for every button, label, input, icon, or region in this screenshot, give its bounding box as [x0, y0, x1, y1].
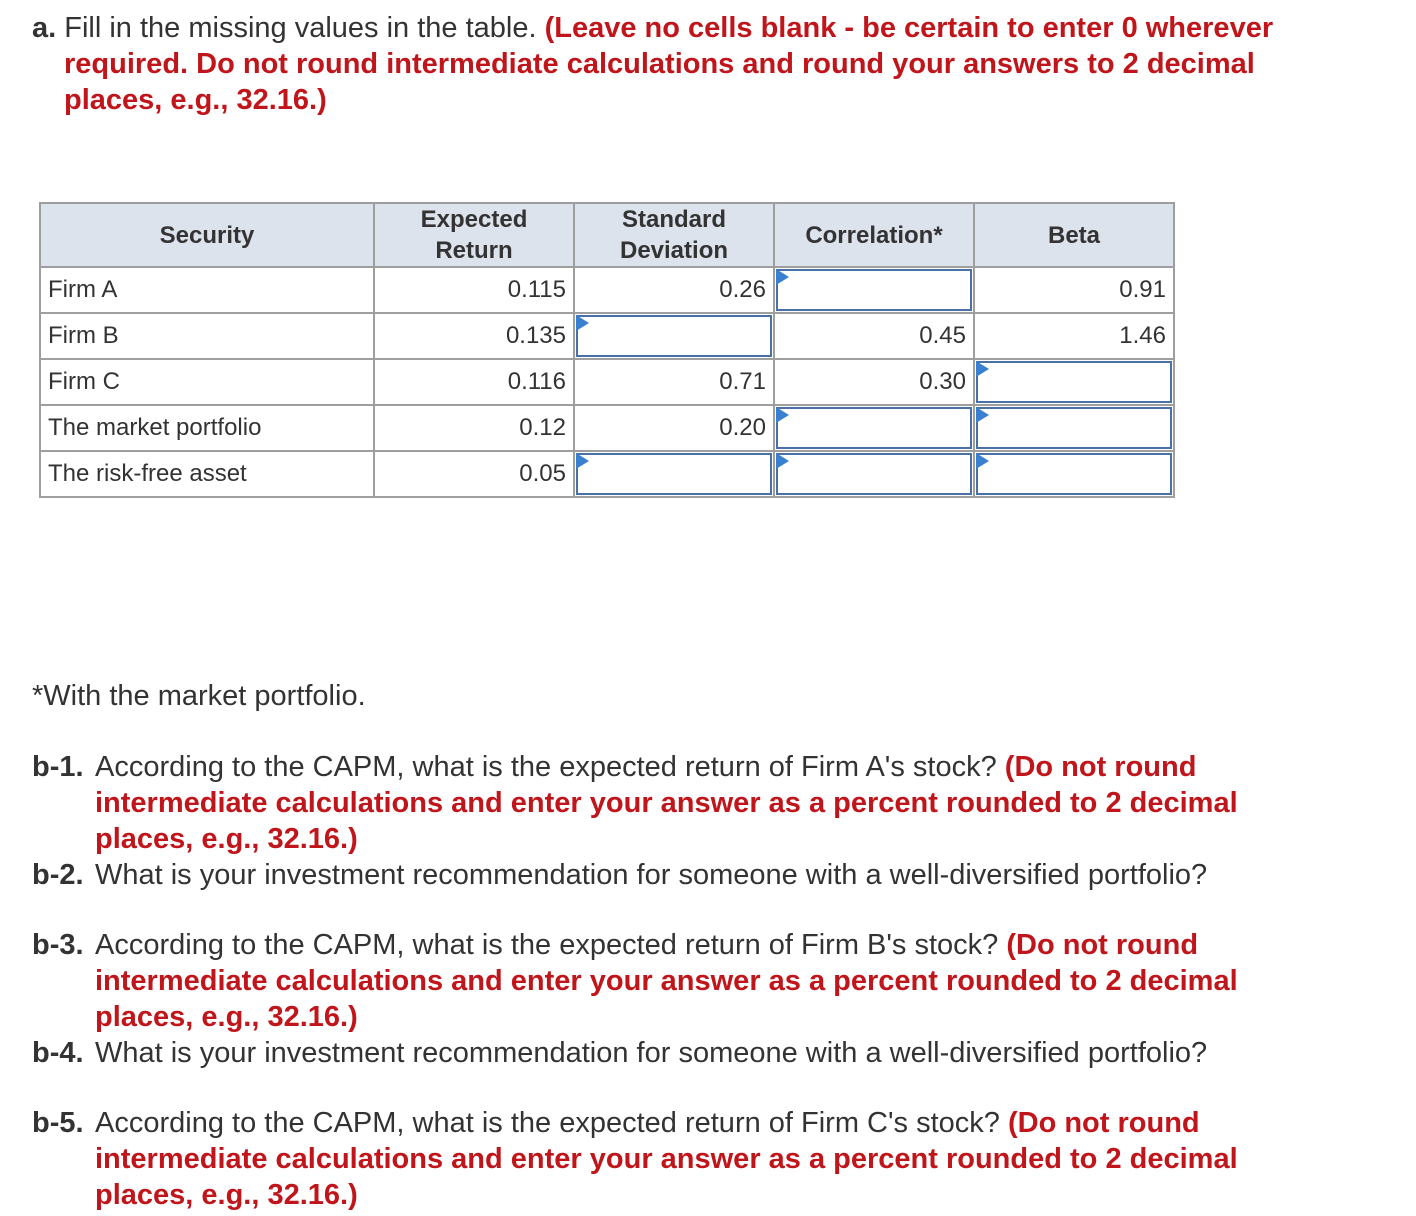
table-row — [40, 451, 1174, 497]
question-label: b-3. — [32, 929, 84, 961]
question-instruction: (Do not round intermediate calculations and enter your answer as a percent rounded to 2 decimal places, e.g., 32.16.) — [95, 1107, 1238, 1211]
beta-input[interactable] — [974, 405, 1174, 451]
input-flag-icon — [576, 453, 589, 469]
expected-return-cell: 0.12 — [374, 405, 574, 451]
table-row — [40, 267, 1174, 313]
expected-return-cell: 0.05 — [374, 451, 574, 497]
part-a-instruction: (Leave no cells blank - be certain to enter 0 wherever required. Do not round intermediate calculations and round your answers to 2 decimal places, e.g., 32.16.) — [64, 12, 1274, 116]
beta-input[interactable] — [974, 359, 1174, 405]
question-label: b-4. — [32, 1037, 84, 1069]
question-b1 — [32, 749, 1282, 857]
table-footnote: *With the market portfolio. — [32, 680, 366, 712]
input-flag-icon — [976, 361, 989, 377]
question-label: b-1. — [32, 751, 84, 783]
input-flag-icon — [776, 407, 789, 423]
security-cell: Firm C — [40, 359, 374, 405]
expected-return-cell: 0.135 — [374, 313, 574, 359]
part-a-text: Fill in the missing values in the table. — [64, 12, 537, 44]
correlation-input[interactable] — [774, 267, 974, 313]
header-row — [40, 203, 1174, 267]
question-label: b-5. — [32, 1107, 84, 1139]
part-a-label: a. — [32, 12, 57, 44]
input-flag-icon — [576, 315, 589, 331]
security-cell: The risk-free asset — [40, 451, 374, 497]
expected-return-cell: 0.115 — [374, 267, 574, 313]
question-text: According to the CAPM, what is the expected return of Firm C's stock? — [95, 1107, 1000, 1139]
header-expected-return: Expected Return — [374, 203, 574, 267]
data-table — [39, 202, 1175, 498]
correlation-cell: 0.30 — [774, 359, 974, 405]
header-security: Security — [40, 203, 374, 267]
header-beta: Beta — [974, 203, 1174, 267]
part-a-question — [32, 10, 1282, 118]
security-cell: Firm A — [40, 267, 374, 313]
std-dev-input[interactable] — [574, 451, 774, 497]
security-cell: Firm B — [40, 313, 374, 359]
std-dev-input[interactable] — [574, 313, 774, 359]
question-text: What is your investment recommendation for someone with a well-diversified portfolio? — [95, 859, 1208, 891]
input-flag-icon — [776, 453, 789, 469]
question-b2 — [32, 857, 1282, 893]
question-text: What is your investment recommendation for someone with a well-diversified portfolio? — [95, 1037, 1208, 1069]
security-cell: The market portfolio — [40, 405, 374, 451]
std-dev-cell: 0.26 — [574, 267, 774, 313]
std-dev-cell: 0.71 — [574, 359, 774, 405]
question-instruction: (Do not round intermediate calculations and enter your answer as a percent rounded to 2 decimal places, e.g., 32.16.) — [95, 929, 1238, 1033]
input-flag-icon — [976, 453, 989, 469]
expected-return-cell: 0.116 — [374, 359, 574, 405]
question-b4 — [32, 1035, 1282, 1071]
input-flag-icon — [976, 407, 989, 423]
table-row — [40, 313, 1174, 359]
correlation-cell: 0.45 — [774, 313, 974, 359]
question-b5 — [32, 1105, 1282, 1213]
input-flag-icon — [776, 269, 789, 285]
beta-input[interactable] — [974, 451, 1174, 497]
question-instruction: (Do not round intermediate calculations and enter your answer as a percent rounded to 2 decimal places, e.g., 32.16.) — [95, 751, 1238, 855]
beta-cell: 1.46 — [974, 313, 1174, 359]
beta-cell: 0.91 — [974, 267, 1174, 313]
correlation-input[interactable] — [774, 451, 974, 497]
question-b3 — [32, 927, 1282, 1035]
question-text: According to the CAPM, what is the expected return of Firm A's stock? — [95, 751, 997, 783]
header-correlation: Correlation* — [774, 203, 974, 267]
question-text: According to the CAPM, what is the expected return of Firm B's stock? — [95, 929, 999, 961]
table-row — [40, 359, 1174, 405]
table-row — [40, 405, 1174, 451]
std-dev-cell: 0.20 — [574, 405, 774, 451]
question-label: b-2. — [32, 859, 84, 891]
correlation-input[interactable] — [774, 405, 974, 451]
header-standard-deviation: Standard Deviation — [574, 203, 774, 267]
